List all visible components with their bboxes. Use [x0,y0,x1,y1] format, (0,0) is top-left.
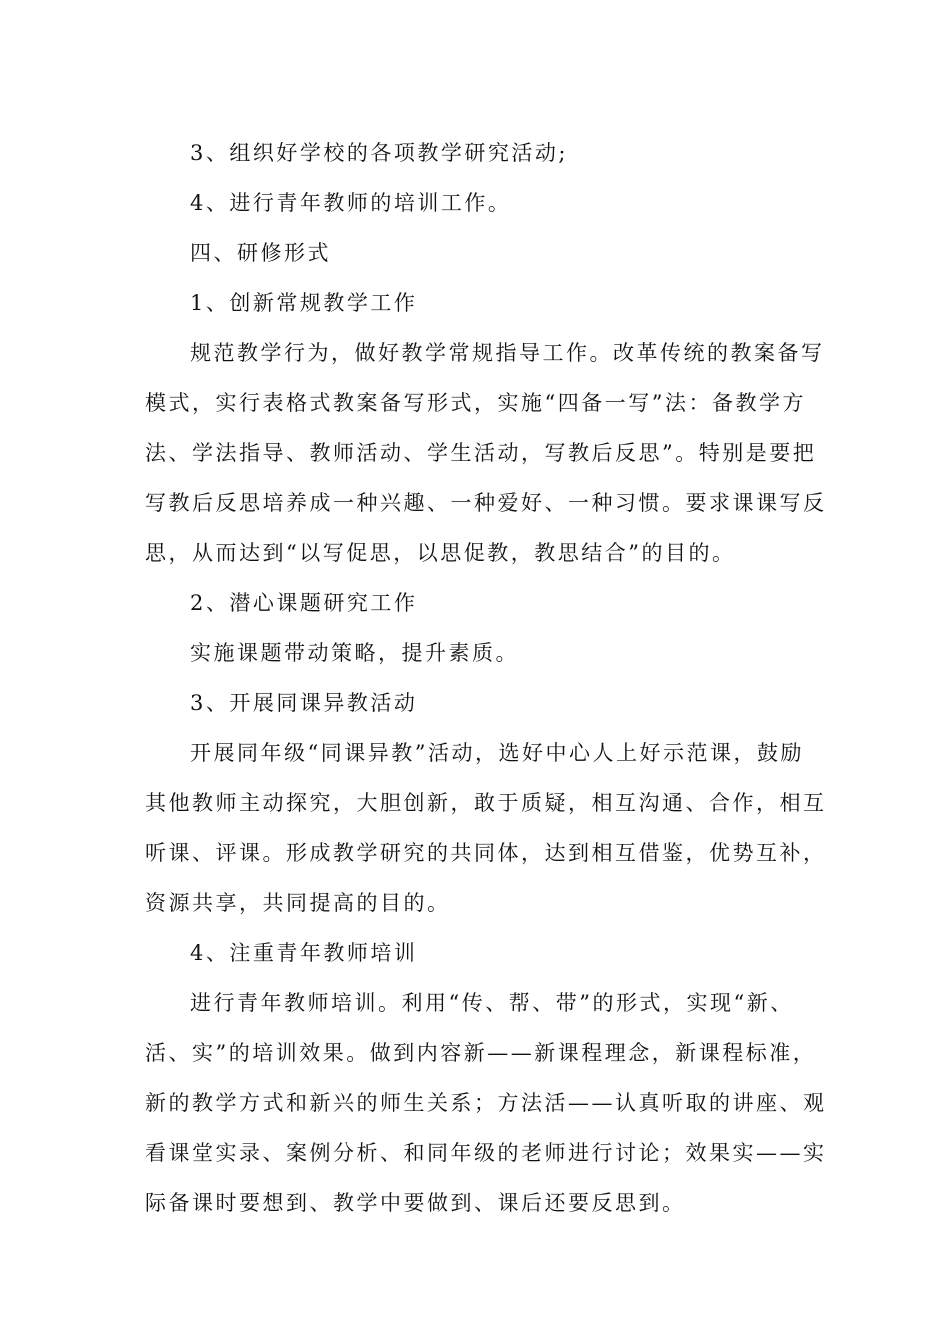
paragraph-3-line: 其他教师主动探究，大胆创新，敢于质疑，相互沟通、合作，相互 [145,791,827,815]
paragraph-1-line: 模式，实行表格式教案备写形式，实施“四备一写”法：备教学方 [145,391,806,415]
paragraph-2-line: 实施课题带动策略，提升素质。 [190,641,519,665]
paragraph-1-line: 写教后反思培养成一种兴趣、一种爱好、一种习惯。要求课课写反 [145,491,827,515]
paragraph-3-line: 资源共享，共同提高的目的。 [145,891,451,915]
subheading-4: 4、注重青年教师培训 [190,941,418,965]
paragraph-3-line: 听课、评课。形成教学研究的共同体，达到相互借鉴，优势互补， [145,841,827,865]
subheading-2: 2、潜心课题研究工作 [190,591,418,615]
subheading-1: 1、创新常规教学工作 [190,291,418,315]
section-heading-4: 四、研修形式 [190,241,331,265]
paragraph-3-line: 开展同年级“同课异教”活动，选好中心人上好示范课，鼓励 [190,741,804,765]
paragraph-4-line: 新的教学方式和新兴的师生关系；方法活——认真听取的讲座、观 [145,1091,827,1115]
subheading-3: 3、开展同课异教活动 [190,691,418,715]
paragraph-4-line: 看课堂实录、案例分析、和同年级的老师进行讨论；效果实——实 [145,1141,827,1165]
list-item-3: 3、组织好学校的各项教学研究活动; [190,141,568,165]
paragraph-1-line: 法、学法指导、教师活动、学生活动，写教后反思”。特别是要把 [145,441,817,465]
paragraph-1-line: 规范教学行为，做好教学常规指导工作。改革传统的教案备写 [190,341,825,365]
paragraph-1-line: 思，从而达到“以写促思，以思促教，教思结合”的目的。 [145,541,736,565]
document-body [145,128,827,1228]
paragraph-4-line: 进行青年教师培训。利用“传、帮、带”的形式，实现“新、 [190,991,794,1015]
paragraph-4-line: 活、实”的培训效果。做到内容新——新课程理念，新课程标准， [145,1041,817,1065]
paragraph-4-line: 际备课时要想到、教学中要做到、课后还要反思到。 [145,1191,686,1215]
list-item-4: 4、进行青年教师的培训工作。 [190,191,512,215]
